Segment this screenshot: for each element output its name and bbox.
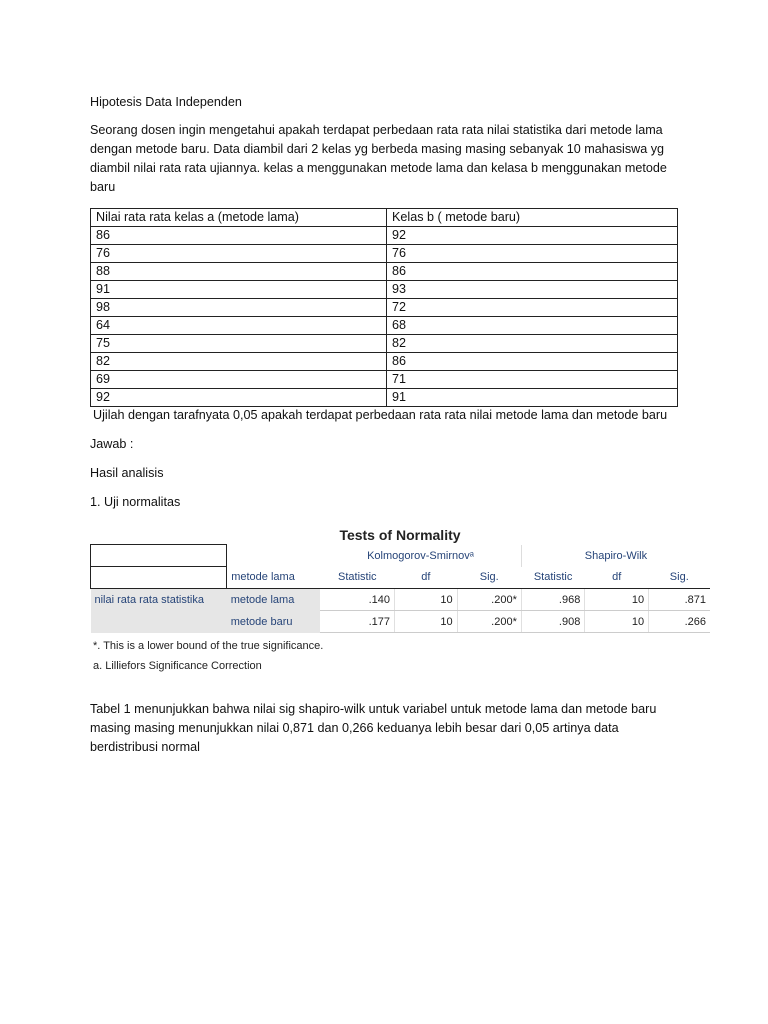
question-text: Ujilah dengan tarafnyata 0,05 apakah terdapat perbedaan rata rata nilai metode lama dan metode baru xyxy=(93,408,668,422)
row-label: metode lama xyxy=(227,589,320,611)
table-cell: 71 xyxy=(387,371,678,389)
column-header-metode-lama: Nilai rata rata kelas a (metode lama) xyxy=(91,209,387,227)
table-cell: 10 xyxy=(585,589,649,611)
table-cell: 92 xyxy=(91,389,387,407)
col-header-statistic: Statistic xyxy=(320,567,394,589)
table-cell: 10 xyxy=(394,589,457,611)
group-header: metode lama xyxy=(227,567,320,589)
table-row xyxy=(91,335,678,353)
table-cell: 10 xyxy=(585,611,649,633)
conclusion-paragraph: Tabel 1 menunjukkan bahwa nilai sig shapiro-wilk untuk variabel untuk metode lama dan metode baru masing masing menunjukkan nilai 0,871 dan 0,266 keduanya lebih besar dari 0,05 artinya data berdistribusi normal xyxy=(90,702,657,754)
answer-label: Jawab : xyxy=(90,437,134,451)
table-row xyxy=(91,371,678,389)
table-cell: .908 xyxy=(521,611,584,633)
table-cell: .871 xyxy=(649,589,710,611)
table-cell: 72 xyxy=(387,299,678,317)
col-header-sig: Sig. xyxy=(457,567,521,589)
corner-cell xyxy=(91,567,227,589)
table-row xyxy=(91,227,678,245)
table-row xyxy=(91,245,678,263)
table-cell: 75 xyxy=(91,335,387,353)
footnote-lilliefors: a. Lilliefors Significance Correction xyxy=(93,660,262,672)
table-cell: 82 xyxy=(387,335,678,353)
table-cell: 91 xyxy=(387,389,678,407)
table-cell: .177 xyxy=(320,611,394,633)
table-cell: 92 xyxy=(387,227,678,245)
table-row xyxy=(91,611,711,633)
table-cell: 91 xyxy=(91,281,387,299)
table-cell: 98 xyxy=(91,299,387,317)
table-cell: 69 xyxy=(91,371,387,389)
data-table xyxy=(90,208,678,407)
table-row xyxy=(91,317,678,335)
table-row xyxy=(91,281,678,299)
table-cell: .200* xyxy=(457,611,521,633)
table-cell: 10 xyxy=(394,611,457,633)
table-cell: 93 xyxy=(387,281,678,299)
corner-cell xyxy=(91,545,227,567)
footnote-significance: *. This is a lower bound of the true significance. xyxy=(93,640,324,652)
table-cell: 88 xyxy=(91,263,387,281)
analysis-label: Hasil analisis xyxy=(90,466,164,480)
table-cell: 86 xyxy=(387,263,678,281)
table-cell: .200* xyxy=(457,589,521,611)
spss-table-title: Tests of Normality xyxy=(339,527,461,543)
table-cell: .968 xyxy=(521,589,584,611)
col-header-statistic: Statistic xyxy=(521,567,584,589)
table-cell: 86 xyxy=(387,353,678,371)
section-heading-normality: 1. Uji normalitas xyxy=(90,495,181,509)
col-header-sig: Sig. xyxy=(649,567,710,589)
table-row xyxy=(91,299,678,317)
table-cell: .140 xyxy=(320,589,394,611)
ks-group-header: Kolmogorov-Smirnovᵃ xyxy=(320,545,521,567)
table-cell: 82 xyxy=(91,353,387,371)
document-title: Hipotesis Data Independen xyxy=(90,95,242,109)
row-label: metode baru xyxy=(227,611,320,633)
table-row xyxy=(91,589,711,611)
table-cell: 76 xyxy=(91,245,387,263)
table-row xyxy=(91,353,678,371)
col-header-df: df xyxy=(394,567,457,589)
table-cell: 64 xyxy=(91,317,387,335)
table-row xyxy=(91,263,678,281)
normality-table xyxy=(90,544,710,633)
table-cell: 68 xyxy=(387,317,678,335)
table-row xyxy=(91,389,678,407)
table-header-row xyxy=(91,209,678,227)
sw-group-header: Shapiro-Wilk xyxy=(584,549,648,562)
intro-paragraph: Seorang dosen ingin mengetahui apakah terdapat perbedaan rata rata nilai statistika dari metode lama dengan metode baru. Data diambil dari 2 kelas yg berbeda masing masing sebanyak 10 mahasiswa yg diambil nilai rata rata ujiannya. kelas a menggunakan metode lama dan kelasa b menggunakan metode baru xyxy=(90,123,667,194)
col-header-df: df xyxy=(585,567,649,589)
table-cell: 86 xyxy=(91,227,387,245)
column-header-metode-baru: Kelas b ( metode baru) xyxy=(387,209,678,227)
variable-label: nilai rata rata statistika xyxy=(91,589,227,611)
table-cell: 76 xyxy=(387,245,678,263)
table-cell: .266 xyxy=(649,611,710,633)
